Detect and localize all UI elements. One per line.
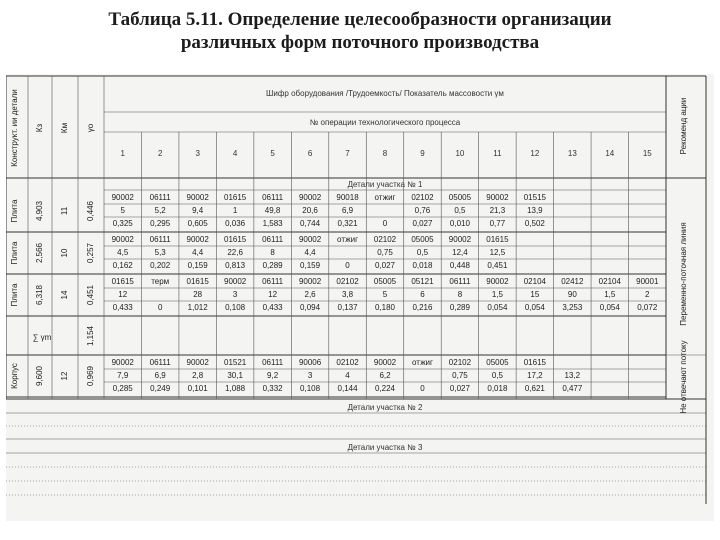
table-cell: терм [151,277,170,286]
table-cell: 0,108 [300,384,321,393]
table-cell: 4,4 [304,248,316,257]
operation-number-7: 7 [345,149,350,158]
table-cell: 9,4 [192,206,204,215]
table-cell: 12,5 [489,248,506,257]
table-cell: 90002 [486,277,509,286]
table-cell: 0,224 [374,384,396,393]
table-cell: 13,9 [527,206,543,215]
table-cell: 5 [382,290,388,299]
coefficient-k2: 11 [60,206,69,216]
table-cell: 0,285 [112,384,133,393]
table-cell: 06111 [149,235,171,244]
table-cell: 49,8 [264,206,281,215]
table-cell: отжиг [337,235,359,244]
coefficient-k1: 9,600 [35,365,44,387]
table-cell: 02104 [523,277,546,286]
table-cell: 0,036 [225,219,246,228]
header-recommendations: Рекоменд ации [679,97,688,155]
table-cell: 90002 [111,193,134,202]
table-cell: 0,289 [449,303,470,312]
table-cell: 0 [382,219,388,228]
table-cell: 1,583 [262,219,283,228]
table-cell: 0,054 [524,303,545,312]
table-cell: 06111 [149,358,171,367]
section-label-2: Детали участка № 2 [347,403,423,412]
table-cell: 28 [193,290,203,299]
table-cell: 17,2 [527,371,543,380]
table-cell: 06111 [149,193,171,202]
table-cell: 0,072 [637,303,658,312]
table-cell: 0,101 [187,384,208,393]
table-cell: 6 [420,290,425,299]
table-cell: 90 [567,290,577,299]
table-cell: 90002 [373,358,397,367]
table-cell: 0,75 [377,248,393,257]
table-cell: 02412 [561,277,584,286]
table-cell: 90002 [224,277,247,286]
table-cell: 0,295 [150,219,171,228]
table-cell: 21,3 [489,206,506,215]
section-label-1: Детали участка № 1 [347,180,423,189]
part-name: Корпус [10,363,19,389]
table-cell: 13,2 [564,371,581,380]
table-cell: отжиг [374,193,396,202]
slide-title [0,8,720,54]
table-cell: 06111 [262,277,284,286]
header-part: Конструкт. ии детали [10,89,19,167]
table-cell: 0,75 [452,371,468,380]
table-cell: 02104 [598,277,621,286]
recommendation-lower: Не отвечают потоку [679,340,688,414]
table-cell: 1,5 [491,290,503,299]
header-k2: Км [60,122,69,134]
table-cell: 0,321 [337,219,358,228]
table-cell: 0,094 [300,303,321,312]
header-gamma: γo [86,123,95,133]
table-cell: 90002 [186,235,209,244]
table-cell: 90002 [486,193,509,202]
table-cell: 15 [530,290,540,299]
table-cell: 0,77 [489,219,506,228]
table-cell: 5,3 [154,248,166,257]
table-cell: 1,088 [225,384,246,393]
operation-number-1: 1 [120,149,125,158]
table-cell: 90002 [298,235,322,244]
table-cell: 01615 [224,235,247,244]
table-cell: 0,332 [262,384,283,393]
operation-number-10: 10 [455,149,465,158]
table-cell: 0,451 [487,261,508,270]
header-equipment-code: Шифр оборудования /Трудоемкость/ Показатель массовости γм [266,89,504,98]
table-cell: 01515 [523,193,546,202]
table-cell: 0,448 [449,261,470,270]
table-cell: 0,325 [112,219,133,228]
table-cell: 0,018 [412,261,433,270]
scanned-table [6,74,714,521]
table-cell: 90002 [111,235,134,244]
part-name: Плита [10,241,19,265]
table-cell: 01615 [523,358,546,367]
table-cell: 4,5 [117,248,129,257]
gamma-value: 0,451 [86,284,95,306]
table-cell: 0,433 [262,303,283,312]
table-cell: 90006 [298,358,322,367]
gamma-value: 0,257 [86,242,95,264]
table-cell: 0,621 [524,384,545,393]
table-cell: 0,477 [562,384,583,393]
table-cell: 8 [270,248,275,257]
part-name: Плита [10,283,19,307]
table-cell: 0,027 [374,261,396,270]
table-cell: 0,433 [112,303,133,312]
table-cell: 90002 [298,193,322,202]
table-cell: 05005 [373,277,397,286]
coefficient-k1: 4,903 [35,200,44,222]
table-cell: 90002 [186,193,209,202]
table-cell: 01521 [224,358,247,367]
table-cell: 6,9 [154,371,166,380]
table-cell: 05005 [411,235,434,244]
table-cell: 01615 [111,277,134,286]
table-cell: 30,1 [227,371,243,380]
table-cell: 0 [157,303,163,312]
table-cell: 0,027 [412,219,433,228]
table-cell: 0,502 [524,219,545,228]
table-cell: 4,4 [192,248,204,257]
recommendation-upper: Переменно-поточная линия [679,222,688,326]
table-cell: 0 [345,261,350,270]
table-cell: 0,5 [416,248,429,257]
operation-number-6: 6 [307,149,313,158]
operation-number-2: 2 [157,149,163,158]
table-cell: 90002 [186,358,209,367]
table-cell: 06111 [262,358,284,367]
table-cell: 06111 [449,277,471,286]
table-cell: 0,054 [599,303,620,312]
table-cell: 0,010 [449,219,470,228]
table-cell: 9,2 [267,371,279,380]
table-cell: 12 [268,290,278,299]
table-cell: 3,8 [341,290,354,299]
operation-number-5: 5 [270,149,275,158]
table-cell: 06111 [262,193,284,202]
table-cell: 02102 [336,277,359,286]
table-cell: 22,6 [227,248,243,257]
table-cell: 90002 [448,235,472,244]
table-grid [6,74,714,521]
table-cell: 0,180 [374,303,396,312]
table-cell: 05005 [486,358,509,367]
table-cell: 1,5 [604,290,616,299]
table-cell: 0,159 [300,261,321,270]
coefficient-k1: 2,566 [35,242,44,264]
operation-number-15: 15 [642,149,652,158]
table-cell: 5 [120,206,125,215]
table-cell: 01615 [186,277,209,286]
table-cell: 0,249 [150,384,171,393]
operation-number-14: 14 [605,149,615,158]
table-cell: 90002 [298,277,322,286]
table-cell: 5,2 [154,206,166,215]
table-cell: 0,605 [187,219,208,228]
operation-number-4: 4 [232,149,238,158]
table-cell: 0,137 [337,303,358,312]
table-cell: 0,027 [449,384,470,393]
table-cell: 0,202 [150,261,171,270]
table-cell: 4 [345,371,350,380]
operation-number-13: 13 [567,149,577,158]
coefficient-k2: 14 [60,290,69,300]
table-cell: 90018 [336,193,359,202]
header-operation-number: № операции технологического процесса [309,118,461,127]
slide-title-line-2: различных форм поточного производства [180,32,540,53]
table-cell: 2,8 [192,371,204,380]
table-cell: 1,012 [187,303,208,312]
sum-label: ∑ γm [32,333,52,342]
operation-number-8: 8 [382,149,388,158]
table-cell: отжиг [411,358,433,367]
table-cell: 1 [232,206,238,215]
table-cell: 01615 [486,235,509,244]
table-cell: 6,9 [341,206,354,215]
table-cell: 02102 [448,358,472,367]
table-cell: 8 [457,290,463,299]
table-cell: 02102 [411,193,434,202]
table-cell: 6,2 [379,371,391,380]
table-cell: 7,9 [117,371,129,380]
table-cell: 0,76 [414,206,431,215]
coefficient-k2: 10 [60,248,69,258]
gamma-value: 0,446 [86,200,95,222]
table-cell: 0,144 [337,384,358,393]
coefficient-k1: 6,318 [35,284,44,306]
table-cell: 90001 [636,277,659,286]
table-cell: 0,744 [300,219,321,228]
coefficient-k2: 12 [60,371,69,381]
table-cell: 05121 [411,277,434,286]
header-k1: Кз [35,123,44,133]
table-cell: 02102 [336,358,359,367]
table-cell: 0,5 [454,206,466,215]
operation-number-11: 11 [493,149,502,158]
operation-number-3: 3 [195,149,200,158]
table-cell: 12,4 [452,248,468,257]
table-cell: 0 [420,384,425,393]
table-cell: 01615 [224,193,247,202]
section-label-3: Детали участка № 3 [347,443,423,452]
table-cell: 0,108 [225,303,246,312]
table-cell: 20,6 [302,206,318,215]
operation-number-9: 9 [420,149,425,158]
table-cell: 0,216 [412,303,433,312]
table-cell: 0,054 [487,303,508,312]
table-cell: 0,813 [225,261,246,270]
operation-number-12: 12 [530,149,540,158]
table-cell: 3 [232,290,238,299]
table-cell: 12 [118,290,128,299]
table-cell: 3 [307,371,313,380]
table-cell: 0,159 [187,261,208,270]
sum-value: 1,154 [86,325,95,347]
table-cell: 2 [645,290,650,299]
table-cell: 0,289 [262,261,283,270]
gamma-value: 0,969 [86,365,95,387]
table-cell: 06111 [262,235,284,244]
table-cell: 90002 [111,358,134,367]
table-cell: 02102 [373,235,397,244]
table-cell: 0,018 [487,384,508,393]
table-cell: 0,162 [112,261,133,270]
table-cell: 2,6 [304,290,316,299]
table-cell: 0,5 [491,371,503,380]
table-cell: 05005 [448,193,472,202]
table-cell: 3,253 [562,303,583,312]
slide-title-line-1: Таблица 5.11. Определение целесообразности организации [108,9,612,30]
part-name: Плита [10,199,19,223]
